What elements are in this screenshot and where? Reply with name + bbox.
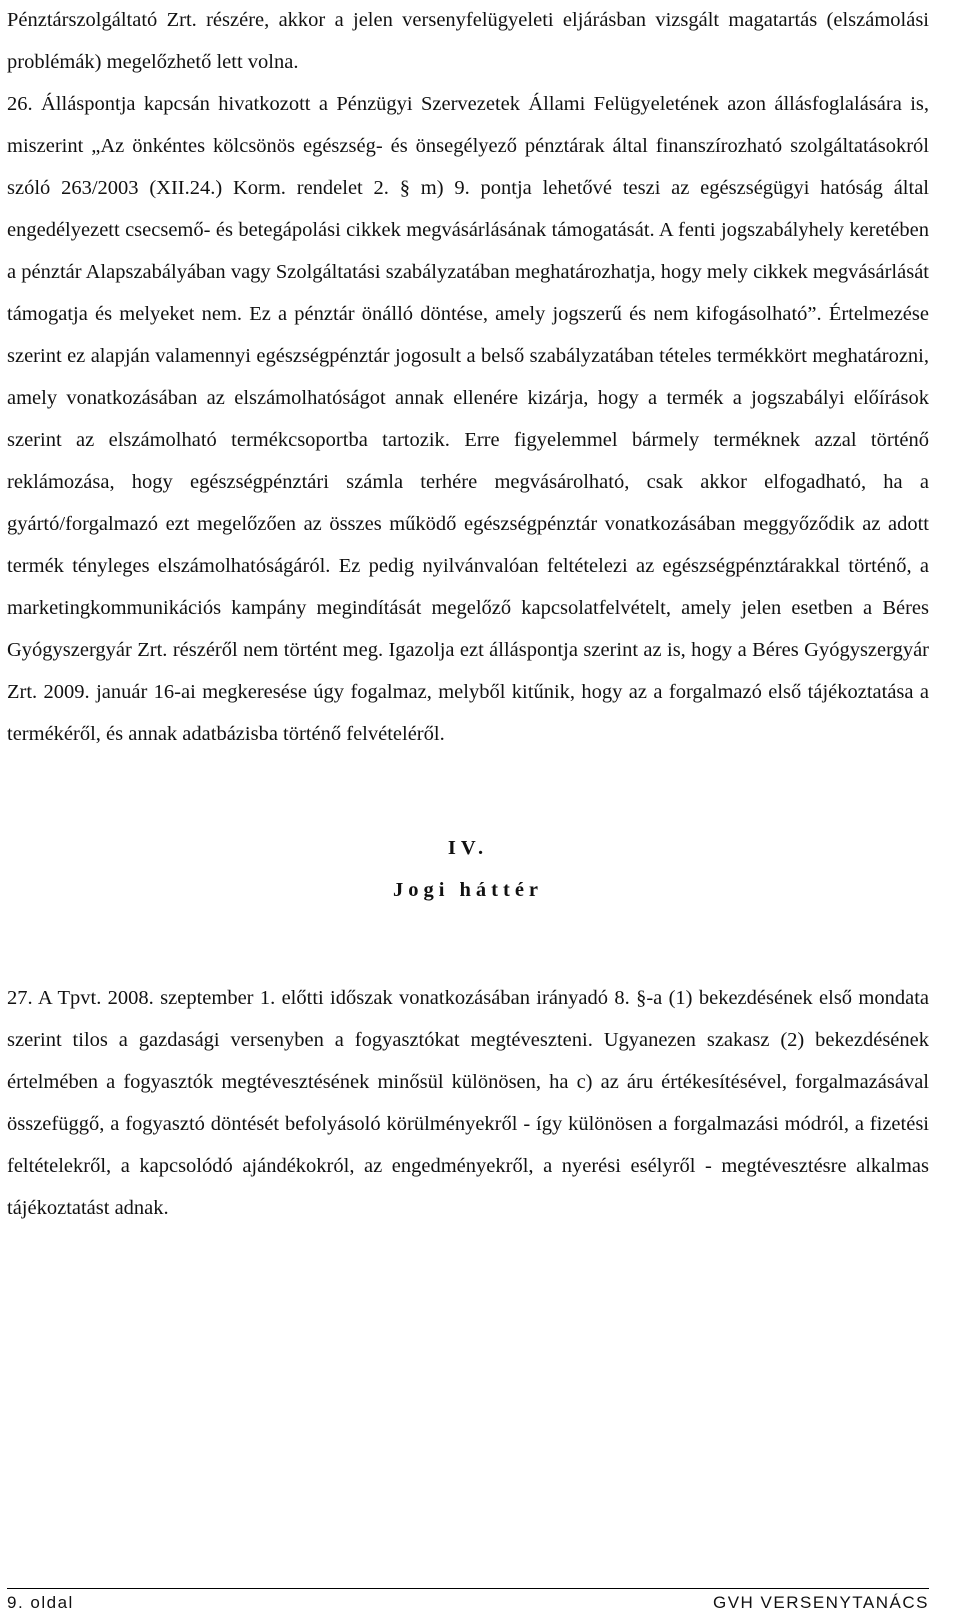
page-number: 9. oldal	[7, 1593, 74, 1612]
page-footer	[7, 1591, 929, 1613]
spacer	[7, 911, 929, 977]
paragraph-26: 26. Álláspontja kapcsán hivatkozott a Pénzügyi Szervezetek Állami Felügyeletének azon állásfoglalására is, miszerint „Az önkéntes kölcsönös egészség- és önsegélyező pénztárak által finanszírozható szolgáltatásokról szóló 263/2003 (XII.24.) Korm. rendelet 2. § m) 9. pontja lehetővé teszi az egészségügyi hatóság által engedélyezett csecsemő- és betegápolási cikkek megvásárlásának támogatását. A fenti jogszabályhely keretében a pénztár Alapszabályában vagy Szolgáltatási szabályzatában meghatározhatja, hogy mely cikkek megvásárlását támogatja és melyeket nem. Ez a pénztár önálló döntése, amely jogszerű és nem kifogásolható”. Értelmezése szerint ez alapján valamennyi egészségpénztár jogosult a belső szabályzatában tételes termékkört meghatározni, amely vonatkozásában az elszámolhatóságot annak ellenére kizárja, hogy a termék a jogszabályi előírások szerint az elszámolható termékcsoportba tartozik. Erre figyelemmel bármely terméknek azzal történő reklámozása, hogy egészségpénztári számla terhére megvásárolható, csak akkor elfogadható, ha a gyártó/forgalmazó ezt megelőzően az összes működő egészségpénztár vonatkozásában meggyőződik az adott termék tényleges elszámolhatóságáról. Ez pedig nyilvánvalóan feltételezi az egészségpénztárakkal történő, a marketingkommunikációs kampány megindítását megelőző kapcsolatfelvételt, amely jelen esetben a Béres Gyógyszergyár Zrt. részéről nem történt meg. Igazolja ezt álláspontja szerint az is, hogy a Béres Gyógyszergyár Zrt. 2009. január 16-ai megkeresése úgy fogalmaz, melyből kitűnik, hogy az a forgalmazó első tájékoztatása a termékéről, és annak adatbázisba történő felvételéről.	[7, 93, 929, 745]
footer-divider	[7, 1588, 929, 1589]
section-number: IV.	[447, 837, 489, 859]
spacer	[7, 755, 929, 827]
paragraph-27: 27. A Tpvt. 2008. szeptember 1. előtti időszak vonatkozásában irányadó 8. §-a (1) bekezdésének első mondata szerint tilos a gazdasági versenyben a fogyasztókat megtéveszteni. Ugyanezen szakasz (2) bekezdésének értelmében a fogyasztók megtévesztésének minősül különösen, ha c) az áru értékesítésével, forgalmazásával összefüggő, a fogyasztó döntését befolyásoló körülményekről - így különösen a forgalmazási módról, a fizetési feltételekről, a kapcsolódó ajándékokról, az engedményekről, a nyerési esélyről - megtévesztésre alkalmas tájékoztatást adnak.	[7, 987, 929, 1219]
paragraph-continuation: Pénztárszolgáltató Zrt. részére, akkor a jelen versenyfelügyeleti eljárásban vizsgált magatartás (elszámolási problémák) megelőzhető lett volna.	[7, 9, 929, 73]
organization-name: GVH VERSENYTANÁCS	[712, 1593, 929, 1612]
document-page	[7, 0, 929, 1229]
section-title: Jogi háttér	[392, 879, 544, 901]
